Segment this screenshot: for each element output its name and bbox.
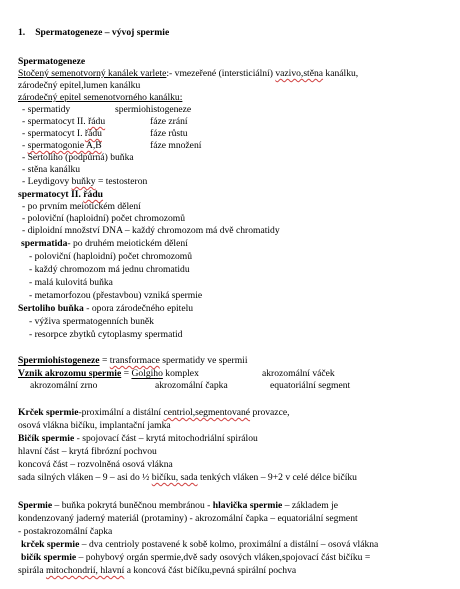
list-item-stena: - stěna kanálku [22, 164, 81, 175]
spermie-line2: kondenzovaný jaderný materiál (protaminy) - akrozomální čapka – equatoriální segment [18, 513, 358, 524]
spermatida-title: spermatida- po druhém meiotickém dělení [21, 238, 188, 249]
spermatocyt2-line2: - poloviční (haploidní) počet chromozomů [22, 213, 186, 224]
spermatida-line3: - malá kulovitá buňka [29, 277, 113, 288]
spermatocyt2-title: spermatocyt II. řádu [18, 189, 104, 200]
list-item-spermatocyt1: - spermatocyt I. řádu [22, 128, 102, 139]
krcek-line2: osová vlákna bičíku, implantační jamka [18, 420, 171, 431]
akrozom-segment: equatoriální segment [270, 380, 351, 391]
spermie-line6: spirála mitochondrií, hlavní a koncová část bičíku,pevná spirální pochva [18, 565, 297, 576]
akrozom-capka: akrozomální čapka [155, 380, 228, 391]
list-item-sertoli: - Sertoliho (podpůrná) buňka [22, 152, 134, 163]
spermatocyt2-line3: - diploidní množství DNA – každý chromozom má dvě chromatidy [22, 225, 280, 236]
section-heading [18, 27, 169, 39]
spermie-line: Spermie – buňka pokrytá buněčnou membránou - hlavička spermie – základem je [18, 500, 338, 511]
list-item-leydig: - Leydigovy buňky = testosteron [22, 176, 148, 187]
spermiohist-line: Spermiohistogeneze = transformace spermatidy ve spermii [18, 355, 248, 366]
sertoliho-title: Sertoliho buňka - opora zárodečného epitelu [18, 303, 194, 314]
list-item-spermatidy: - spermatidy [22, 104, 71, 115]
bicik-line: Bičík spermie - spojovací část – krytá mitochodriální spirálou [18, 433, 258, 444]
kanalek-text: :- vmezeřené (intersticiální) [166, 68, 276, 79]
kanalek-line [18, 68, 358, 80]
list-item-spermatogonie: - spermatogonie A,B [22, 140, 102, 151]
bicik-line3: koncová část – rozvolněná osová vlákna [18, 459, 173, 470]
spermatocyt2-line1: - po prvním meiotickém dělení [22, 201, 141, 212]
kanalek-term: Stočený semenotvorný kanálek varlete [18, 68, 167, 79]
heading-number: 1. [18, 27, 26, 38]
akrozom-zrno: akrozomální zrno [30, 380, 98, 391]
spermie-bicik-line: bičík spermie – pohybový orgán spermie,dvě sady osových vláken,spojovací část bičíku = [21, 552, 371, 563]
kanalek-wavy: vazivo,stěna [275, 68, 324, 79]
phase-rust: fáze růstu [150, 128, 188, 139]
sertoliho-line2: - resorpce zbytků cytoplasmy spermatid [29, 329, 183, 340]
spermatida-line4: - metamorfozou (přestavbou) vzniká spermie [29, 290, 203, 301]
akrozom-vacek: akrozomální váček [262, 368, 335, 379]
krcek-line: Krček spermie-proximální a distální centriol,segmentované provazce, [18, 407, 290, 418]
epitel-title: zárodečný epitel semenotvorného kanálku: [18, 92, 183, 103]
spermatida-line1: - poloviční (haploidní) počet chromozomů [29, 251, 193, 262]
spermatogeneze-title: Spermatogeneze [18, 56, 86, 67]
spermie-krcek-line: krček spermie – dva centrioly postavené k sobě kolmo, proximální a distální – osová vlákna [21, 539, 379, 550]
spermie-line3: - postakrozomální čapka [18, 526, 113, 537]
kanalek-end: kanálku, [323, 68, 359, 79]
bicik-line2: hlavní část – krytá fibrózní pochvou [18, 446, 157, 457]
heading-title: Spermatogeneze – vývoj spermie [35, 27, 170, 38]
spermatida-line2: - každý chromozom má jednu chromatidu [29, 264, 190, 275]
akrozom-line: Vznik akrozomu spermie = Golgiho komplex [18, 368, 199, 379]
phase-zrani: fáze zrání [150, 116, 188, 127]
list-item-spermatocyt2: - spermatocyt II. řádu [22, 116, 106, 127]
sertoliho-line1: - výživa spermatogenních buněk [29, 316, 154, 327]
epitel-line: zárodečný epitel,lumen kanálku [18, 80, 141, 91]
phase-spermiohistogeneze: spermiohistogeneze [115, 104, 192, 115]
phase-mnozeni: fáze množení [150, 140, 202, 151]
bicik-line4: sada silných vláken – 9 – asi do ½ bičíku, sada tenkých vláken – 9+2 v celé délce bičíku [18, 472, 357, 483]
